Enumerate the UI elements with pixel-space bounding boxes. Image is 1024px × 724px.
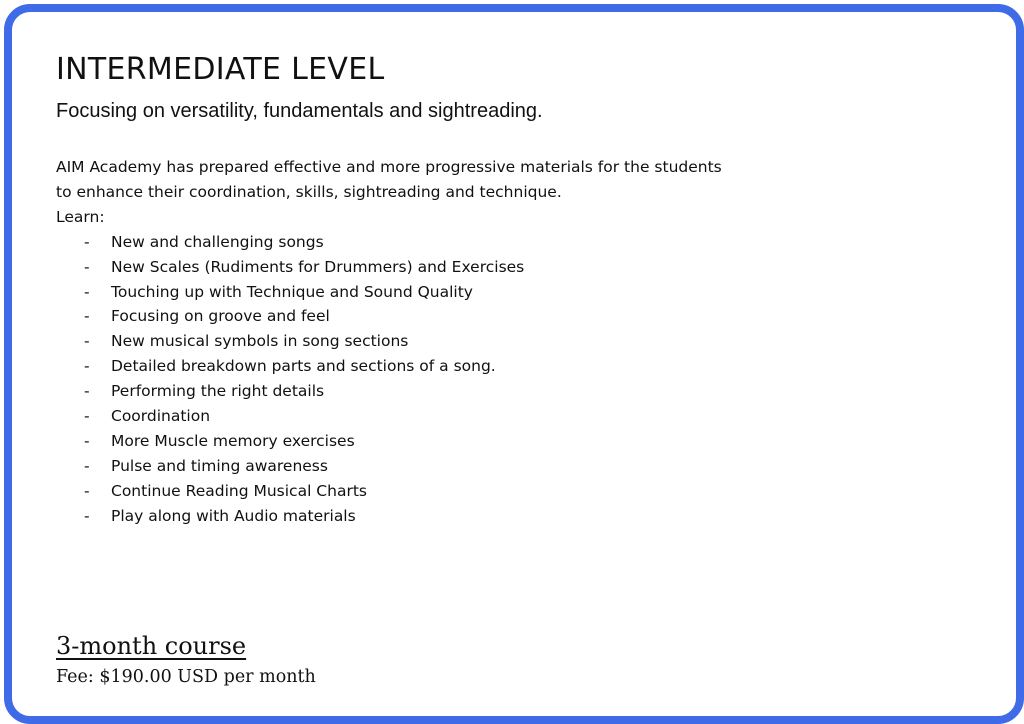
list-item	[56, 230, 796, 255]
list-item-text: Focusing on groove and feel	[111, 307, 330, 326]
list-item	[56, 454, 796, 479]
course-card	[4, 4, 1024, 724]
level-subtitle: Focusing on versatility, fundamentals and sightreading.	[56, 100, 543, 122]
list-item-text: New musical symbols in song sections	[111, 332, 409, 351]
course-duration: 3-month course	[56, 632, 247, 660]
course-fee: Fee: $190.00 USD per month	[56, 667, 316, 687]
bullet-dash: -	[84, 456, 90, 475]
list-item-text: Touching up with Technique and Sound Quality	[111, 282, 473, 301]
course-description	[56, 155, 796, 529]
bullet-dash: -	[84, 506, 90, 525]
list-item	[56, 280, 796, 305]
list-item-text: More Muscle memory exercises	[111, 431, 355, 450]
list-item-text: Detailed breakdown parts and sections of a song.	[111, 357, 496, 376]
list-item	[56, 504, 796, 529]
list-item	[56, 354, 796, 379]
bullet-dash: -	[84, 407, 90, 426]
list-item-text: Play along with Audio materials	[111, 506, 356, 525]
list-item-text: Pulse and timing awareness	[111, 456, 328, 475]
bullet-dash: -	[84, 307, 90, 326]
bullet-dash: -	[84, 232, 90, 251]
list-item-text: New and challenging songs	[111, 232, 324, 251]
list-item-text: Continue Reading Musical Charts	[111, 481, 367, 500]
list-item	[56, 304, 796, 329]
list-item-text: Performing the right details	[111, 382, 325, 401]
bullet-dash: -	[84, 481, 90, 500]
list-item	[56, 379, 796, 404]
bullet-dash: -	[84, 357, 90, 376]
bullet-dash: -	[84, 332, 90, 351]
intro-line-1: AIM Academy has prepared effective and more progressive materials for the students	[56, 158, 722, 176]
bullet-dash: -	[84, 282, 90, 301]
list-item-text: Coordination	[111, 407, 211, 426]
list-item	[56, 255, 796, 280]
learn-list	[56, 230, 796, 529]
level-title: INTERMEDIATE LEVEL	[56, 52, 385, 87]
bullet-dash: -	[84, 431, 90, 450]
learn-label: Learn:	[56, 207, 105, 226]
bullet-dash: -	[84, 257, 90, 276]
list-item	[56, 429, 796, 454]
list-item	[56, 404, 796, 429]
list-item	[56, 329, 796, 354]
list-item	[56, 479, 796, 504]
list-item-text: New Scales (Rudiments for Drummers) and Exercises	[111, 257, 525, 276]
intro-line-2: to enhance their coordination, skills, sightreading and technique.	[56, 182, 562, 201]
bullet-dash: -	[84, 382, 90, 401]
